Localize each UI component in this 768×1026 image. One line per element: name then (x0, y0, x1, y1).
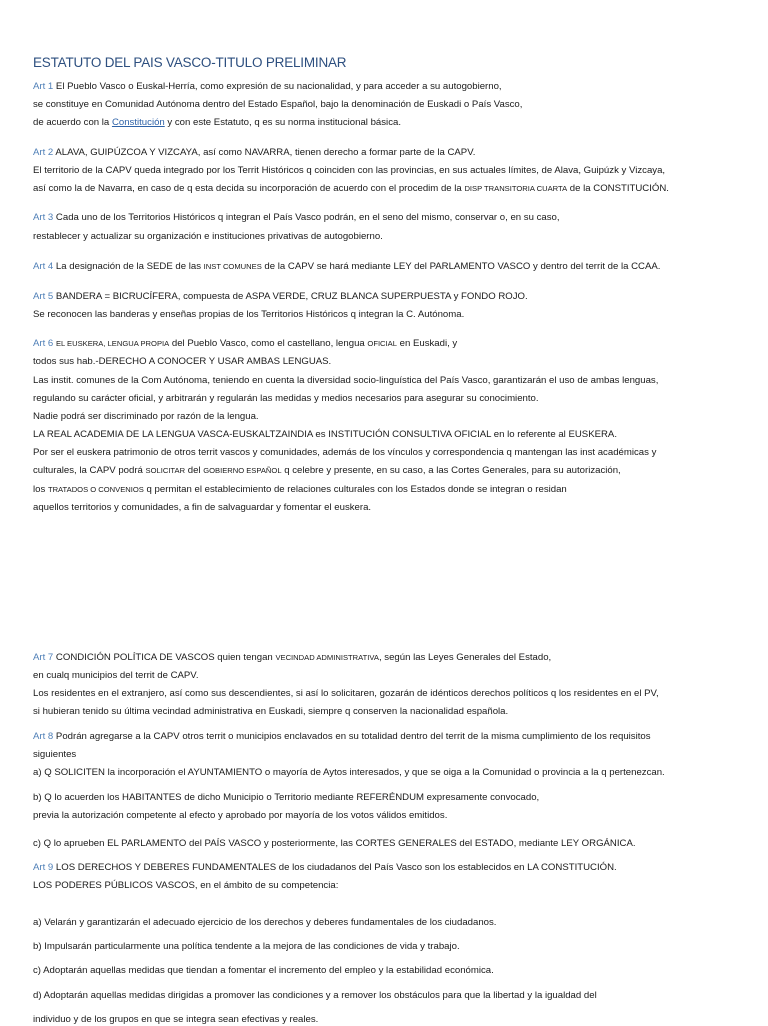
text-segment: LOS DERECHOS Y DEBERES FUNDAMENTALES de los ciudadanos del País Vasco son los establecidos en LA CONSTITUCIÓN. (53, 862, 617, 873)
text-segment: Podrán agregarse a la CAPV otros territ o municipios enclavados en su totalidad dentro del territ de la misma cumplimiento de los requisitos (53, 731, 651, 742)
text-line (33, 356, 331, 368)
text-segment: se constituye en Comunidad Autónoma dentro del Estado Español, bajo la denominación de Euskadi o País Vasco, (33, 99, 523, 110)
text-segment: así como la de Navarra, en caso de q esta decida su incorporación de acuerdo con el procedim de la (33, 183, 465, 194)
text-line (33, 291, 528, 303)
text-line (33, 706, 508, 718)
text-line (33, 183, 669, 195)
text-segment: si hubieran tenido su última vecindad administrativa en Euskadi, siempre q conserven la nacionalidad española. (33, 706, 509, 717)
text-line (33, 147, 475, 159)
text-segment: Por ser el euskera patrimonio de otros territ vascos y comunidades, además de los vínculos y correspondencia q mantengan las inst académicas y (33, 447, 657, 458)
article-number: Art 3 (33, 212, 54, 223)
text-segment: LA REAL ACADEMIA DE LA LENGUA VASCA-EUSKALTZAINDIA es INSTITUCIÓN CONSULTIVA OFICIAL en lo referente al EUSKERA. (33, 429, 617, 440)
text-segment: en cualq municipios del territ de CAPV. (33, 670, 199, 681)
text-line (33, 99, 522, 111)
text-segment: LOS PODERES PÚBLICOS VASCOS, en el ámbito de su competencia: (33, 880, 339, 891)
text-segment: restablecer y actualizar su organización e instituciones privativas de autogobierno. (33, 231, 383, 242)
article-number: Art 5 (33, 291, 54, 302)
text-line (33, 465, 621, 477)
text-segment: El territorio de la CAPV queda integrado por los Territ Históricos q coinciden con las provincias, en sus actuales límites, de Alava, Guipúzk y Vizcaya, (33, 165, 666, 176)
text-segment: siguientes (33, 749, 77, 760)
text-line (33, 81, 502, 93)
text-segment: regulando su carácter oficial, y arbitrarán y regularán las medidas y medios necesarios para asegurar su conocimiento. (33, 393, 539, 404)
article-number: Art 4 (33, 261, 54, 272)
text-line (33, 1014, 318, 1026)
text-line (33, 338, 457, 350)
text-line (33, 393, 539, 405)
text-segment: Adoptarán aquellas medidas que tiendan a fomentar el incremento del empleo y la estabilidad económica. (41, 965, 494, 976)
text-line (33, 261, 660, 273)
text-segment: Se reconocen las banderas y enseñas propias de los Territorios Históricos q integran la C. Autónoma. (33, 309, 465, 320)
small-caps-term: OFICIAL (367, 339, 397, 348)
text-segment: Velarán y garantizarán el adecuado ejercicio de los derechos y deberes fundamentales de los ciudadanos. (41, 917, 497, 928)
text-segment: del Pueblo Vasco, como el castellano, lengua (169, 338, 368, 349)
text-segment: del (185, 465, 204, 476)
article-number: Art 1 (33, 81, 54, 92)
text-segment: ALAVA, GUIPÚZCOA Y VIZCAYA, así como NAVARRA, tienen derecho a formar parte de la CAPV. (53, 147, 476, 158)
text-line (33, 502, 371, 514)
small-caps-term: TRATADOS O CONVENIOS (47, 485, 144, 494)
text-segment: CONDICIÓN POLÍTICA DE VASCOS quien tengan (53, 652, 276, 663)
text-segment: los (33, 484, 48, 495)
text-segment: BANDERA = BICRUCÍFERA, compuesta de ASPA VERDE, CRUZ BLANCA SUPERPUESTA y FONDO ROJO. (53, 291, 528, 302)
text-segment: c) (33, 838, 41, 849)
text-line (33, 792, 539, 804)
text-line (33, 965, 494, 977)
text-segment: de la CONSTITUCIÓN. (567, 183, 669, 194)
text-segment: a) (33, 917, 42, 928)
text-segment: aquellos territorios y comunidades, a fin de salvaguardar y fomentar el euskera. (33, 502, 372, 513)
text-line (33, 838, 636, 850)
text-line (33, 880, 338, 892)
text-segment: Impulsarán particularmente una política tendente a la mejora de las condiciones de vida y trabajo. (41, 941, 460, 952)
text-segment: a) (33, 767, 42, 778)
text-segment: Los residentes en el extranjero, así como sus descendientes, si así lo solicitaren, gozarán de idénticos derechos políticos q los residentes en el PV, (33, 688, 659, 699)
text-segment: individuo y de los grupos en que se integra sean efectivas y reales. (33, 1014, 319, 1025)
text-segment: q permitan el establecimiento de relaciones culturales con los Estados donde se integran o residan (143, 484, 567, 495)
text-line (33, 212, 560, 224)
text-line (33, 862, 617, 874)
text-line (33, 447, 656, 459)
text-segment: Q SOLICITEN la incorporación el AYUNTAMIENTO o mayoría de Aytos interesados, y que se oiga a la Comunidad o provincia a la q pertenezcan. (41, 767, 665, 778)
text-segment: c) (33, 965, 41, 976)
small-caps-term: EL EUSKERA, LENGUA PROPIA (55, 339, 170, 348)
text-line (33, 990, 597, 1002)
article-number: Art 6 (33, 338, 54, 349)
text-line (33, 484, 567, 496)
text-line (33, 731, 651, 743)
small-caps-term: SOLICITAR (145, 466, 186, 475)
text-segment: Q lo acuerden los HABITANTES de dicho Municipio o Territorio mediante REFERÉNDUM expresamente convocado, (41, 792, 540, 803)
text-segment: d) (33, 990, 42, 1001)
text-line (33, 429, 617, 441)
text-segment: q celebre y presente, en su caso, a las Cortes Generales, para su autorización, (281, 465, 621, 476)
text-segment: de la CAPV se hará mediante LEY del PARLAMENTO VASCO y dentro del territ de la CCAA. (261, 261, 661, 272)
text-segment: todos sus hab.-DERECHO A CONOCER Y USAR AMBAS LENGUAS. (33, 356, 332, 367)
small-caps-term: GOBIERNO ESPAÑOL (203, 466, 282, 475)
text-line (33, 652, 551, 664)
constitucion-link[interactable]: Constitución (111, 117, 165, 128)
text-segment: previa la autorización competente al efecto y aprobado por mayoría de los votos válidos emitidos. (33, 810, 448, 821)
text-line (33, 941, 460, 953)
text-line (33, 749, 76, 761)
text-segment: El Pueblo Vasco o Euskal-Herría, como expresión de su nacionalidad, y para acceder a su autogobierno, (53, 81, 502, 92)
document-title: ESTATUTO DEL PAIS VASCO-TITULO PRELIMINAR (33, 55, 347, 70)
article-number: Art 8 (33, 731, 54, 742)
text-segment: Cada uno de los Territorios Históricos q integran el País Vasco podrán, en el seno del mismo, conservar o, en su caso, (53, 212, 560, 223)
text-line (33, 375, 658, 387)
text-segment: Las instit. comunes de la Com Autónoma, teniendo en cuenta la diversidad socio-linguística del País Vasco, garantizarán el uso de ambas lenguas, (33, 375, 659, 386)
text-line (33, 309, 464, 321)
article-number: Art 2 (33, 147, 54, 158)
small-caps-term: VECINDAD ADMINISTRATIVA (275, 653, 379, 662)
text-segment: b) (33, 941, 42, 952)
article-number: Art 9 (33, 862, 54, 873)
text-line (33, 688, 659, 700)
text-segment: Adoptarán aquellas medidas dirigidas a promover las condiciones y a remover los obstáculos para que la libertad y la igualdad del (41, 990, 597, 1001)
article-number: Art 7 (33, 652, 54, 663)
text-segment: en Euskadi, y (396, 338, 458, 349)
text-line (33, 411, 259, 423)
text-segment: Nadie podrá ser discriminado por razón de la lengua. (33, 411, 259, 422)
text-segment: , según las Leyes Generales del Estado, (378, 652, 552, 663)
text-segment: de acuerdo con la (33, 117, 112, 128)
text-line (33, 117, 401, 129)
text-line (33, 767, 665, 779)
text-segment: Q lo aprueben EL PARLAMENTO del PAÍS VASCO y posteriormente, las CORTES GENERALES del ESTADO, mediante LEY ORGÁNICA. (41, 838, 636, 849)
small-caps-term: INST COMUNES (203, 262, 262, 271)
small-caps-term: DISP TRANSITORIA CUARTA (464, 184, 568, 193)
text-segment: culturales, la CAPV podrá (33, 465, 146, 476)
text-segment: La designación de la SEDE de las (53, 261, 204, 272)
text-segment: y con este Estatuto, q es su norma institucional básica. (164, 117, 401, 128)
text-line (33, 165, 665, 177)
text-line (33, 810, 447, 822)
text-line (33, 917, 496, 929)
text-line (33, 231, 383, 243)
text-line (33, 670, 199, 682)
text-segment: b) (33, 792, 42, 803)
